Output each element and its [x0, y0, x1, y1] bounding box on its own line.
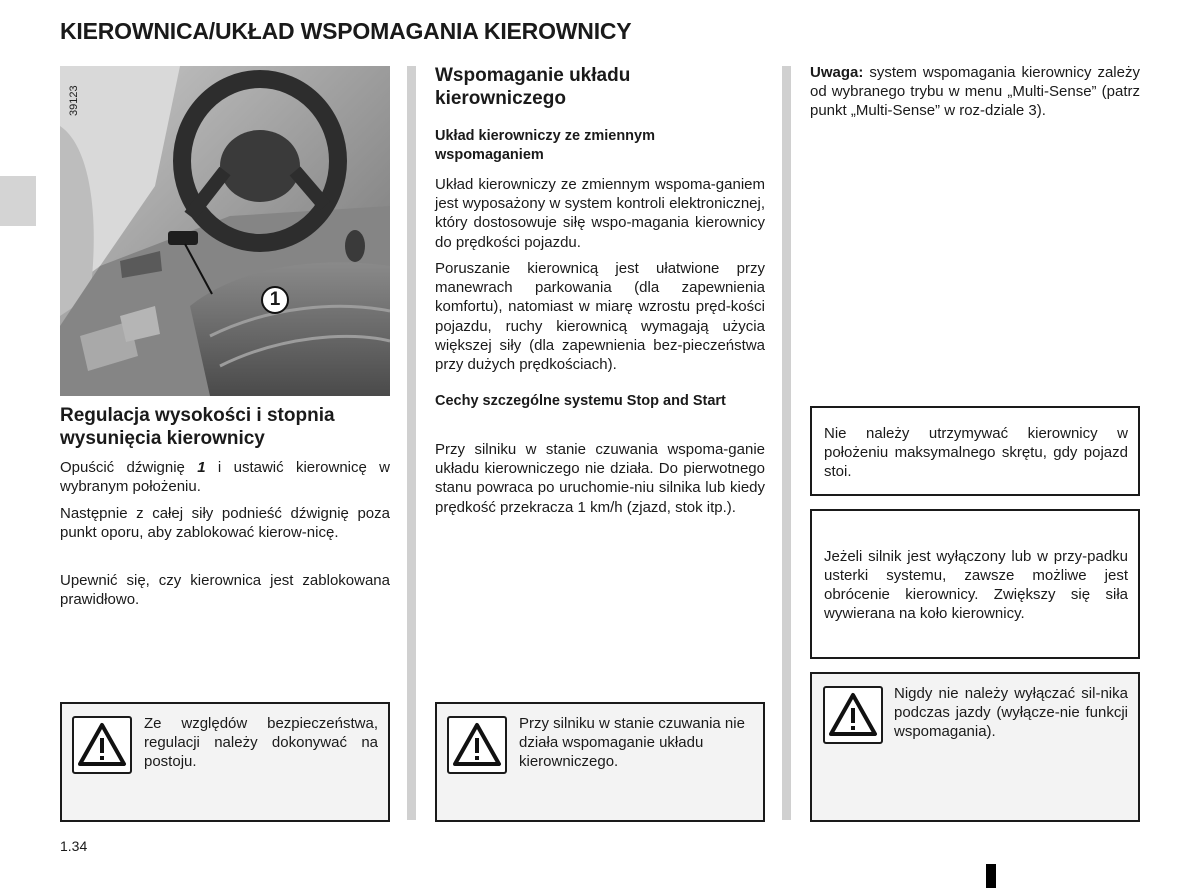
left-paragraph-1 [60, 458, 390, 496]
left-paragraph-3: Upewnić się, czy kierownica jest zablokowana prawidłowo. [60, 572, 390, 609]
right-note [810, 63, 1140, 121]
section-tab [0, 176, 36, 226]
right-info-box-2 [810, 509, 1140, 659]
warning-triangle-icon [823, 686, 883, 744]
left-warning-text: Ze względów bezpieczeństwa, regulacji należy dokonywać na postoju. [144, 715, 378, 770]
right-warning-text: Nigdy nie należy wyłączać sil-nika podczas jazdy (wyłącze-nie funkcji wspomagania). [894, 685, 1128, 740]
right-box-2-text: Jeżeli silnik jest wyłączony lub w przy-padku usterki systemu, zawsze możliwe jest obrócenie kierownicy. Zwiększy się siła wywierana na koło kierownicy. [824, 548, 1128, 622]
callout-marker: 1 [261, 286, 289, 314]
middle-paragraph-1: Układ kierowniczy ze zmiennym wspoma-ganiem jest wyposażony w system kontroli elektronicznej, który dostosowuje siłę wspo-magania kierownicy do prędkości pojazdu. [435, 176, 765, 251]
page-number: 1.34 [60, 838, 88, 854]
left-heading: Regulacja wysokości i stopnia wysunięcia kierownicy [60, 405, 335, 449]
middle-paragraph-2: Poruszanie kierownicą jest ułatwione przy manewrach parkowania (dla zapewnienia komfortu), natomiast w miarę wzrostu pręd-kości pojazdu, ruchy kierownicą wymagają użycia większej siły (dla zapewnienia bez-pieczeństwa przy dużych prędkościach). [435, 260, 765, 374]
middle-warning-box [435, 702, 765, 822]
warning-triangle-icon [447, 716, 507, 774]
middle-subheading-1: Układ kierowniczy ze zmiennym wspomaganiem [435, 128, 655, 163]
middle-warning-text: Przy silniku w stanie czuwania nie działa wspomaganie układu kierowniczego. [519, 715, 745, 770]
middle-heading: Wspomaganie układu kierowniczego [435, 65, 631, 109]
p1-before: Opuścić dźwignię [60, 459, 198, 476]
middle-paragraph-3: Przy silniku w stanie czuwania wspoma-ganie układu kierowniczego nie działa. Do pierwotnego stanu powraca po uruchomie-niu silnika lub kiedy prędkość przekracza 1 km/h (zjazd, stok itp.). [435, 441, 765, 516]
page-edge-marker [986, 864, 996, 888]
middle-subheading-2: Cechy szczególne systemu Stop and Start [435, 393, 726, 409]
column-separator [782, 66, 791, 820]
right-box-1-text: Nie należy utrzymywać kierownicy w położeniu maksymalnego skrętu, gdy pojazd stoi. [824, 425, 1128, 480]
column-separator [407, 66, 416, 820]
note-text: system wspomagania kierownicy zależy od wybranego trybu w menu „Multi-Sense” (patrz punkt „Multi-Sense” w roz-dziale 3). [810, 64, 1140, 120]
car-interior-illustration [60, 66, 390, 396]
warning-triangle-icon [72, 716, 132, 774]
figure-code: 39123 [68, 85, 80, 116]
left-paragraph-2: Następnie z całej siły podnieść dźwignię poza punkt oporu, aby zablokować kierow-nicę. [60, 505, 390, 542]
p1-after: i ustawić kierownicę w wybranym położeniu. [60, 459, 391, 496]
left-warning-box [60, 702, 390, 822]
steering-wheel-photo [60, 66, 390, 396]
page-title: KIEROWNICA/UKŁAD WSPOMAGANIA KIEROWNICY [60, 18, 632, 44]
note-label: Uwaga: [810, 64, 864, 81]
right-info-box-1 [810, 406, 1140, 496]
lever-reference: 1 [197, 459, 206, 476]
figure-code-area [62, 72, 82, 122]
right-warning-box [810, 672, 1140, 822]
